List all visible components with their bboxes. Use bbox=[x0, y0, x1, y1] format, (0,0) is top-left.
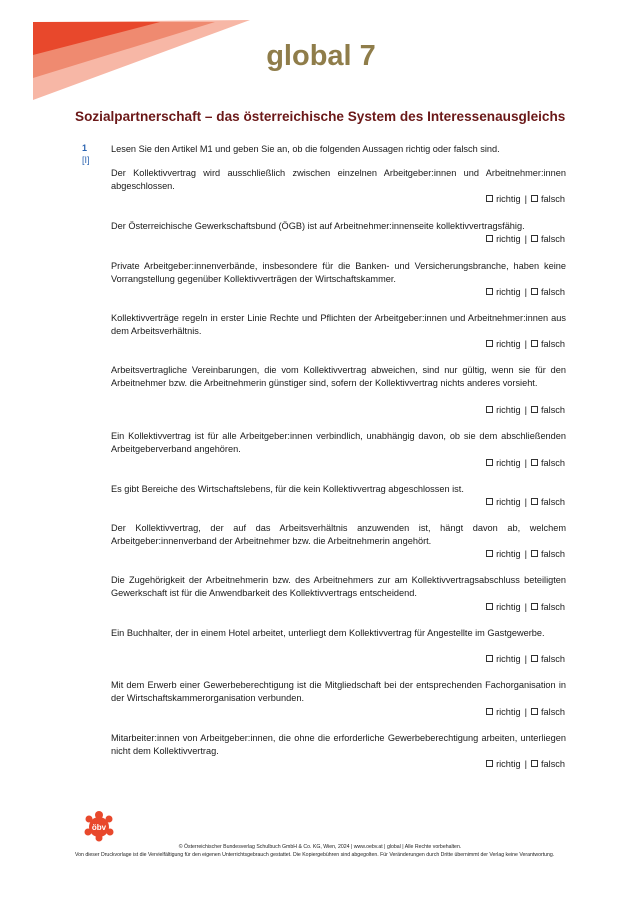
falsch-label: falsch bbox=[540, 458, 565, 468]
answer-options-5 bbox=[486, 404, 565, 417]
falsch-label: falsch bbox=[540, 194, 565, 204]
brand-title: global 7 bbox=[266, 40, 376, 72]
falsch-checkbox[interactable] bbox=[531, 550, 538, 557]
falsch-checkbox[interactable] bbox=[531, 459, 538, 466]
richtig-checkbox[interactable] bbox=[486, 655, 493, 662]
option-separator: | bbox=[524, 287, 527, 297]
option-separator: | bbox=[524, 654, 527, 664]
answer-options-11 bbox=[486, 706, 565, 719]
answer-options-12 bbox=[486, 758, 565, 771]
option-separator: | bbox=[524, 549, 527, 559]
task-instruction: Lesen Sie den Artikel M1 und geben Sie an, ob die folgenden Aussagen richtig oder falsch sind. bbox=[111, 144, 500, 154]
falsch-checkbox[interactable] bbox=[531, 760, 538, 767]
richtig-label: richtig bbox=[496, 234, 521, 244]
richtig-label: richtig bbox=[496, 707, 521, 717]
footer-copyright: © Österreichischer Bundesverlag Schulbuch GmbH & Co. KG, Wien, 2024 | www.oebv.at | global | Alle Rechte vorbehalten. bbox=[178, 844, 462, 850]
answer-options-8 bbox=[486, 548, 565, 561]
answer-options-9 bbox=[486, 601, 565, 614]
task-level: [I] bbox=[82, 155, 90, 165]
richtig-checkbox[interactable] bbox=[486, 340, 493, 347]
logo-text: öbv bbox=[91, 823, 107, 832]
statement-5: Arbeitsvertragliche Vereinbarungen, die vom Kollektivvertrag abweichen, sind nur gültig, wenn sie für den Arbeitnehmer bzw. die Arbeitnehmerin günstiger sind, sofern der Kollektivvertrag nichts anderes vorsieht. bbox=[111, 365, 566, 388]
richtig-label: richtig bbox=[496, 405, 521, 415]
richtig-label: richtig bbox=[496, 287, 521, 297]
richtig-checkbox[interactable] bbox=[486, 603, 493, 610]
falsch-checkbox[interactable] bbox=[531, 498, 538, 505]
option-separator: | bbox=[524, 497, 527, 507]
answer-options-10 bbox=[486, 653, 565, 666]
richtig-checkbox[interactable] bbox=[486, 406, 493, 413]
option-separator: | bbox=[524, 234, 527, 244]
richtig-checkbox[interactable] bbox=[486, 195, 493, 202]
statement-4: Kollektivverträge regeln in erster Linie Rechte und Pflichten der Arbeitgeber:innen und Arbeitnehmer:innen aus dem Arbeitsverhältnis. bbox=[111, 313, 566, 336]
richtig-label: richtig bbox=[496, 602, 521, 612]
falsch-checkbox[interactable] bbox=[531, 340, 538, 347]
option-separator: | bbox=[524, 405, 527, 415]
richtig-checkbox[interactable] bbox=[486, 708, 493, 715]
falsch-label: falsch bbox=[540, 234, 565, 244]
statement-10: Ein Buchhalter, der in einem Hotel arbeitet, unterliegt dem Kollektivvertrag für Angestellte im Gastgewerbe. bbox=[111, 628, 545, 638]
richtig-checkbox[interactable] bbox=[486, 288, 493, 295]
falsch-label: falsch bbox=[540, 339, 565, 349]
falsch-label: falsch bbox=[540, 497, 565, 507]
statement-7: Es gibt Bereiche des Wirtschaftslebens, für die kein Kollektivvertrag abgeschlossen ist. bbox=[111, 484, 464, 494]
statement-3: Private Arbeitgeber:innenverbände, insbesondere für die Banken- und Versicherungsbranche, haben keine Vorrangstellung gegenüber Kollektivverträgen der Wirtschaftskammer. bbox=[111, 261, 566, 284]
falsch-label: falsch bbox=[540, 654, 565, 664]
option-separator: | bbox=[524, 602, 527, 612]
corner-decoration bbox=[0, 0, 260, 110]
option-separator: | bbox=[524, 458, 527, 468]
statement-1: Der Kollektivvertrag wird ausschließlich zwischen einzelnen Arbeitgeber:innen und Arbeitnehmer:innen abgeschlossen. bbox=[111, 168, 566, 191]
richtig-checkbox[interactable] bbox=[486, 498, 493, 505]
footer-notice: Von dieser Druckvorlage ist die Vervielfältigung für den eigenen Unterrichtsgebrauch gestattet. Die Kopiergebühren sind abgegolten. Für Veränderungen durch Dritte übernimmt der Verlag keine Verantwortung. bbox=[75, 852, 555, 858]
option-separator: | bbox=[524, 759, 527, 769]
richtig-checkbox[interactable] bbox=[486, 760, 493, 767]
answer-options-3 bbox=[486, 286, 565, 299]
falsch-checkbox[interactable] bbox=[531, 708, 538, 715]
richtig-checkbox[interactable] bbox=[486, 550, 493, 557]
section-title: Sozialpartnerschaft – das österreichische System des Interessenausgleichs bbox=[75, 109, 566, 124]
falsch-checkbox[interactable] bbox=[531, 655, 538, 662]
option-separator: | bbox=[524, 707, 527, 717]
richtig-label: richtig bbox=[496, 497, 521, 507]
richtig-label: richtig bbox=[496, 654, 521, 664]
answer-options-1 bbox=[486, 193, 565, 206]
statement-11: Mit dem Erwerb einer Gewerbeberechtigung ist die Mitgliedschaft bei der entsprechenden Fachorganisation in der Wirtschaftskammerorganisation verbunden. bbox=[111, 680, 566, 703]
richtig-label: richtig bbox=[496, 549, 521, 559]
falsch-checkbox[interactable] bbox=[531, 603, 538, 610]
answer-options-6 bbox=[486, 457, 565, 470]
option-separator: | bbox=[524, 194, 527, 204]
falsch-checkbox[interactable] bbox=[531, 406, 538, 413]
falsch-label: falsch bbox=[540, 707, 565, 717]
falsch-checkbox[interactable] bbox=[531, 235, 538, 242]
richtig-label: richtig bbox=[496, 194, 521, 204]
falsch-label: falsch bbox=[540, 602, 565, 612]
option-separator: | bbox=[524, 339, 527, 349]
statement-9: Die Zugehörigkeit der Arbeitnehmerin bzw. des Arbeitnehmers zur am Kollektivvertragsabschluss beteiligten Gewerkschaft ist für die Anwendbarkeit des Kollektivvertrags entscheidend. bbox=[111, 575, 566, 598]
oebv-logo-icon bbox=[84, 810, 114, 842]
richtig-checkbox[interactable] bbox=[486, 459, 493, 466]
falsch-label: falsch bbox=[540, 759, 565, 769]
statement-12: Mitarbeiter:innen von Arbeitgeber:innen, die ohne die erforderliche Gewerbeberechtigung arbeiten, unterliegen nicht dem Kollektivvertrag. bbox=[111, 733, 566, 756]
task-number: 1 bbox=[82, 143, 88, 153]
statement-2: Der Österreichische Gewerkschaftsbund (ÖGB) ist auf Arbeitnehmer:innenseite kollektivvertragsfähig. bbox=[111, 221, 525, 231]
statement-6: Ein Kollektivvertrag ist für alle Arbeitgeber:innen verbindlich, unabhängig davon, ob sie dem abschließenden Arbeitgeberverband angehören. bbox=[111, 431, 566, 454]
answer-options-4 bbox=[486, 338, 565, 351]
falsch-label: falsch bbox=[540, 287, 565, 297]
richtig-checkbox[interactable] bbox=[486, 235, 493, 242]
richtig-label: richtig bbox=[496, 339, 521, 349]
falsch-label: falsch bbox=[540, 405, 565, 415]
falsch-checkbox[interactable] bbox=[531, 195, 538, 202]
answer-options-7 bbox=[486, 496, 565, 509]
statement-8: Der Kollektivvertrag, der auf das Arbeitsverhältnis anzuwenden ist, hängt davon ab, welchem Arbeitgeber:innenverband der Arbeitnehmer bzw. die Arbeitnehmerin angehört. bbox=[111, 523, 566, 546]
richtig-label: richtig bbox=[496, 458, 521, 468]
falsch-label: falsch bbox=[540, 549, 565, 559]
answer-options-2 bbox=[486, 233, 565, 246]
richtig-label: richtig bbox=[496, 759, 521, 769]
falsch-checkbox[interactable] bbox=[531, 288, 538, 295]
